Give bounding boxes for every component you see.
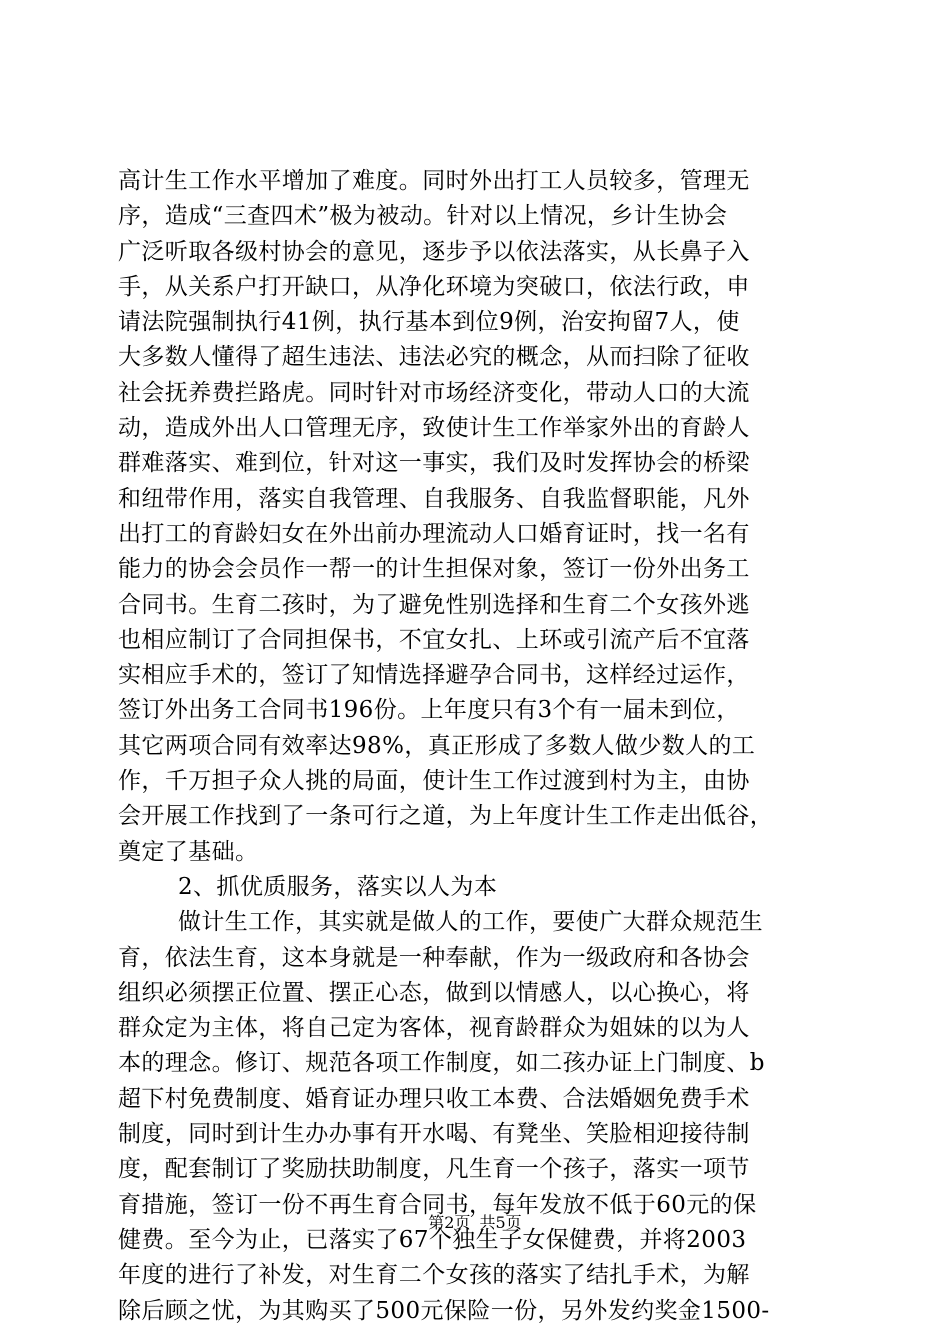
text-line: 签订外出务工合同书196份。上年度只有3个有一届未到位，: [118, 697, 740, 724]
text-line: 也相应制订了合同担保书，不宜女扎、上环或引流产后不宜落: [118, 626, 750, 653]
text-line: 会开展工作找到了一条可行之道，为上年度计生工作走出低谷，: [118, 803, 774, 830]
text-line: 和纽带作用，落实自我管理、自我服务、自我监督职能，凡外: [118, 485, 750, 512]
section-heading: 2、抓优质服务，落实以人为本: [178, 873, 498, 900]
text-line: 合同书。生育二孩时，为了避免性别选择和生育二个女孩外逃: [118, 591, 750, 618]
text-line: 请法院强制执行41例，执行基本到位9例，治安拘留7人，使: [118, 309, 740, 336]
page-total: 共5页: [479, 1213, 522, 1232]
text-line: 年度的进行了补发，对生育二个女孩的落实了结扎手术，为解: [118, 1262, 750, 1289]
text-line: 能力的协会会员作一帮一的计生担保对象，签订一份外出务工: [118, 556, 750, 583]
text-line: 出打工的育龄妇女在外出前办理流动人口婚育证时，找一名有: [118, 520, 750, 547]
text-line: 手，从关系户打开缺口，从净化环境为突破口，依法行政，申: [118, 273, 750, 300]
text-line: 除后顾之忧，为其购买了500元保险一份，另外发约奖金1500-: [118, 1297, 770, 1324]
text-line: 组织必须摆正位置、摆正心态，做到以情感人，以心换心，将: [118, 979, 750, 1006]
text-line: 制度，同时到计生办办事有开水喝、有凳坐、笑脸相迎接待制: [118, 1121, 750, 1148]
text-line: 度，配套制订了奖励扶助制度，凡生育一个孩子，落实一项节: [118, 1156, 750, 1183]
paragraph-first-line: 做计生工作，其实就是做人的工作，要使广大群众规范生: [178, 909, 763, 936]
text-line: 作，千万担子众人挑的局面，使计生工作过渡到村为主，由协: [118, 768, 750, 795]
text-line: 实相应手术的，签订了知情选择避孕合同书，这样经过运作，: [118, 662, 750, 689]
text-line: 群众定为主体，将自己定为客体，视育龄群众为姐妹的以为人: [118, 1015, 750, 1042]
text-line: 育，依法生育，这本身就是一种奉献，作为一级政府和各协会: [118, 944, 750, 971]
text-line: 育措施，签订一份不再生育合同书，每年发放不低于60元的保: [118, 1191, 757, 1218]
text-line: 大多数人懂得了超生违法、违法必究的概念，从而扫除了征收: [118, 344, 750, 371]
text-line: 广泛听取各级村协会的意见，逐步予以依法落实，从长鼻子入: [118, 238, 750, 265]
text-line: 其它两项合同有效率达98%，真正形成了多数人做少数人的工: [118, 732, 756, 759]
page-footer: [0, 1212, 950, 1234]
text-line: 群难落实、难到位，针对这一事实，我们及时发挥协会的桥梁: [118, 450, 750, 477]
text-line: 高计生工作水平增加了难度。同时外出打工人员较多，管理无: [118, 168, 750, 194]
page-number: 第2页: [428, 1213, 471, 1232]
document-body: [118, 164, 846, 1329]
text-line: 动，造成外出人口管理无序，致使计生工作举家外出的育龄人: [118, 415, 750, 442]
text-line: 奠定了基础。: [118, 838, 259, 865]
text-line: 本的理念。修订、规范各项工作制度，如二孩办证上门制度、b: [118, 1050, 765, 1077]
text-line: 社会抚养费拦路虎。同时针对市场经济变化，带动人口的大流: [118, 379, 750, 406]
text-line: 序，造成“三查四术”极为被动。针对以上情况，乡计生协会: [118, 203, 728, 230]
text-line: 健费。至今为止，已落实了67个独生子女保健费，并将2003: [118, 1226, 747, 1253]
text-line: 超下村免费制度、婚育证办理只收工本费、合法婚姻免费手术: [118, 1085, 750, 1112]
